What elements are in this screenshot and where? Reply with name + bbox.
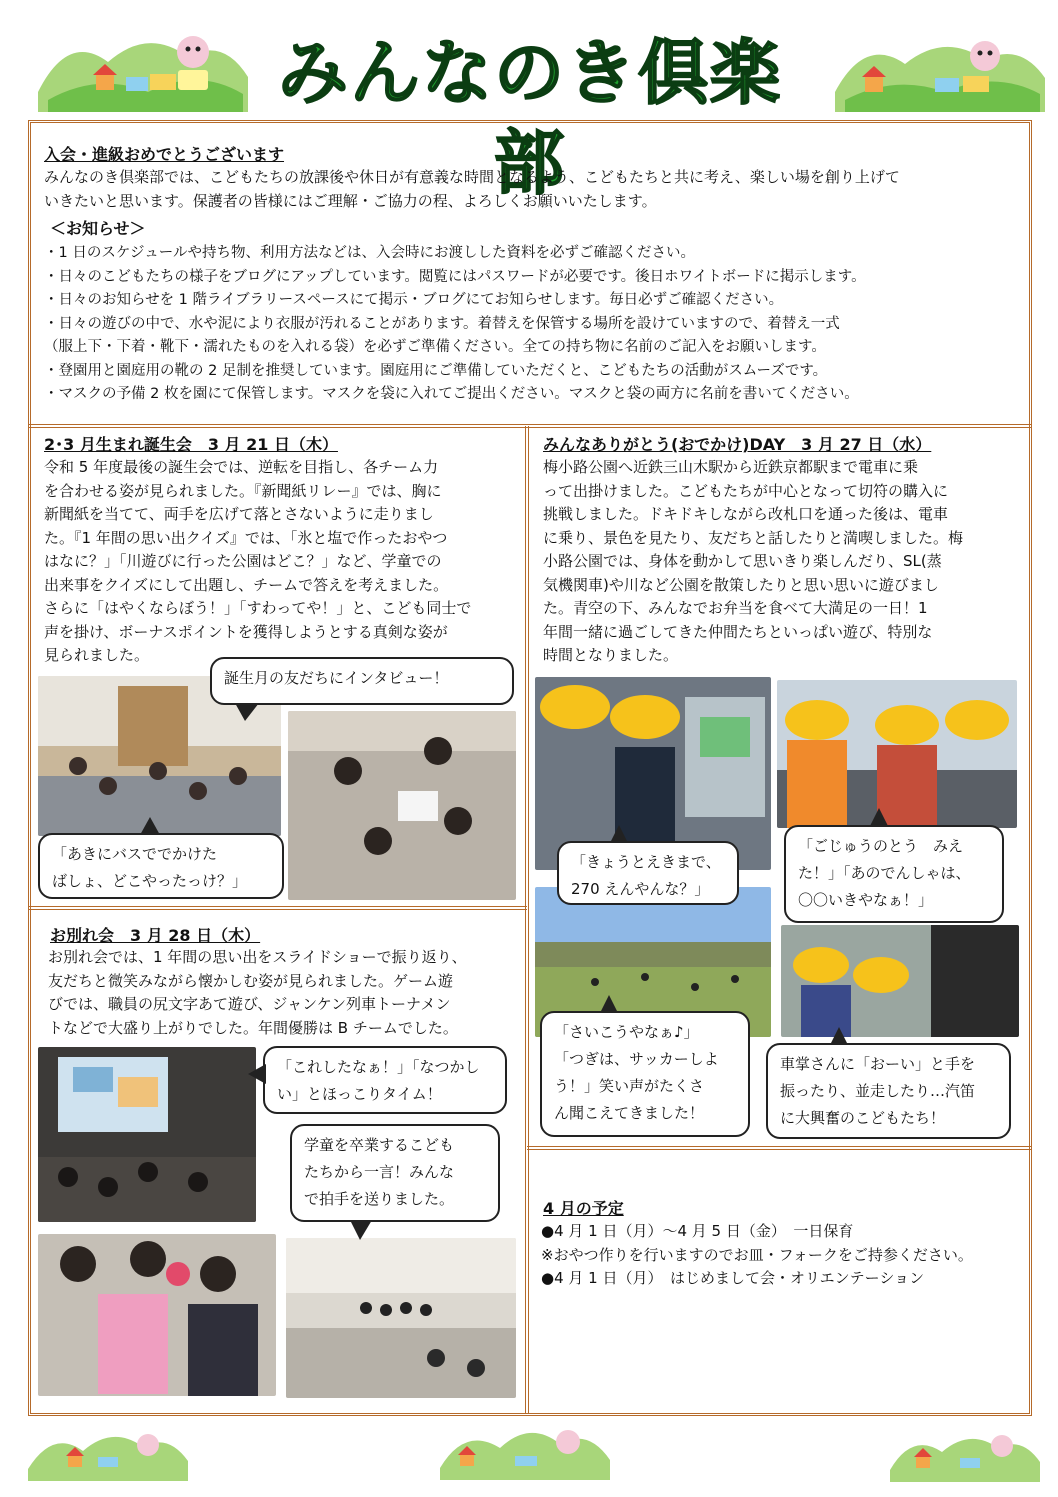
bubble-line: 270 えんやんな？」 (571, 880, 710, 898)
speech-bubble-fare (557, 841, 739, 905)
notice-list (44, 242, 866, 407)
speech-bubble-conductor (766, 1043, 1011, 1139)
text-line: お別れ会では、1 年間の思い出をスライドショーで振り返り、 (48, 948, 467, 966)
notice-title: ＜お知らせ＞ (50, 219, 146, 238)
bubble-line: 〇〇いきやなぁ！」 (798, 891, 934, 909)
text-line: を合わせる姿が見られました。『新聞紙リレー』では、胸に (44, 481, 442, 500)
outing-heading: みんなありがとう(おでかけ)DAY 3 月 27 日（水） (543, 435, 932, 454)
text-line: た。青空の下、みんなでお弁当を食べて大満足の一日！1 (543, 599, 928, 617)
notice-item: ・1 日のスケジュールや持ち物、利用方法などは、入会時にお渡しした資料を必ずご確認ください。 (44, 245, 695, 261)
schedule-item: ●4 月 1 日（月）～4 月 5 日（金） 一日保育 (541, 1222, 854, 1240)
notice-item: ・日々の遊びの中で、水や泥により衣服が汚れることがあります。着替えを保管する場所を設けていますので、着替え一式 (44, 315, 840, 332)
bubble-line: 誕生月の友だちにインタビュー！ (224, 669, 449, 687)
text-line: 新聞紙を当てて、両手を広げて落とさないように走りまし (44, 505, 434, 523)
bubble-tail (600, 995, 618, 1013)
birthday-heading: 2･3 月生まれ誕生会 3 月 21 日（木） (44, 435, 338, 454)
farewell-heading: お別れ会 3 月 28 日（木） (50, 926, 261, 945)
text-line: 梅小路公園へ近鉄三山木駅から近鉄京都駅まで電車に乗 (543, 458, 919, 476)
text-line: って出掛けました。こどもたちが中心となって切符の購入に (543, 481, 949, 500)
schedule-heading: 4 月の予定 (543, 1199, 624, 1218)
speech-bubble-graduates (290, 1124, 500, 1222)
text-line: はなに？」「川遊びに行った公園はどこ？」など、学童での (44, 552, 442, 570)
photo-train-ride (777, 680, 1017, 828)
bubble-line: で拍手を送りました。 (304, 1190, 455, 1208)
notice-item: （服上下・下着・靴下・濡れたものを入れる袋）を必ずご準備ください。全ての持ち物に名前のご記入をお願いします。 (44, 339, 826, 355)
outing-text (543, 456, 963, 668)
welcome-line: みんなのき倶楽部では、こどもたちの放課後や休日が有意義な時間となるよう、こどもたちと共に考え、楽しい場を創り上げて (44, 168, 900, 186)
notice-item: ・登園用と園庭用の靴の 2 足制を推奨しています。園庭用にご準備していただくと、こどもたちの活動がスムーズです。 (44, 362, 828, 379)
bubble-tail (870, 808, 888, 826)
bubble-tail (610, 825, 628, 843)
text-line: 友だちと微笑みながら懐かしむ姿が見られました。ゲーム遊 (48, 971, 454, 990)
notice-item: ・日々のこどもたちの様子をブログにアップしています。閲覧にはパスワードが必要です。後日ホワイトボードに掲示します。 (44, 268, 866, 285)
divider (525, 426, 529, 1414)
welcome-text (44, 166, 900, 213)
photo-birthday-interview (288, 711, 516, 900)
photo-farewell-slideshow (38, 1047, 256, 1222)
bubble-line: 学童を卒業するこども (304, 1136, 455, 1154)
bubble-line: 「つぎは、サッカーしよ (554, 1050, 719, 1068)
text-line: 見られました。 (44, 646, 150, 664)
schedule-item: ※おやつ作りを行いますのでお皿・フォークをご持参ください。 (541, 1245, 973, 1264)
text-line: 出来事をクイズにして出題し、チームで答えを考えました。 (44, 575, 449, 594)
text-line: さらに「はやくならぼう！」「すわってや！」と、こども同士で (44, 599, 472, 617)
bubble-line: た！」「あのでんしゃは、 (798, 864, 971, 882)
text-line: 気機関車)や川など公園を散策したりと思い思いに遊びまし (543, 575, 939, 594)
bubble-tail (350, 1220, 372, 1240)
bubble-line: 「さいこうやなぁ♪」 (554, 1023, 699, 1041)
notice-item: ・日々のお知らせを 1 階ライブラリースペースにて掲示・ブログにてお知らせします。毎日必ずご確認ください。 (44, 292, 784, 308)
bubble-line: 車掌さんに「おーい」と手を (780, 1055, 976, 1073)
divider (527, 1146, 1032, 1150)
divider (28, 906, 527, 910)
bubble-line: に大興奮のこどもたち！ (780, 1109, 946, 1127)
text-line: 時間となりました。 (543, 646, 679, 664)
hill-illustration-footer-center (440, 1420, 610, 1480)
text-line: 小路公園では、身体を動かして思いきり楽しんだり、SL(蒸 (543, 552, 942, 570)
notice-item: ・マスクの予備 2 枚を園にて保管します。マスクを袋に入れてご提出ください。マスクと袋の両方に名前を書いてください。 (44, 386, 859, 402)
schedule-item: ●4 月 1 日（月） はじめまして会・オリエンテーション (541, 1269, 925, 1287)
divider (28, 424, 1032, 428)
bubble-tail (830, 1027, 848, 1045)
schedule-list (541, 1220, 973, 1291)
speech-bubble-interview (210, 657, 514, 705)
photo-farewell-kids (38, 1234, 276, 1396)
farewell-text (48, 946, 467, 1040)
hill-illustration-left (38, 22, 248, 112)
bubble-line: 「ごじゅうのとう みえ (798, 837, 964, 855)
bubble-line: 「きょうとえきまで、 (571, 853, 721, 871)
speech-bubble-bus (38, 833, 284, 899)
bubble-line: 「これしたなぁ！」「なつかし (277, 1058, 480, 1076)
bubble-line: 振ったり、並走したり…汽笛 (780, 1082, 976, 1100)
bubble-line: 「あきにバスででかけた (52, 845, 218, 863)
photo-farewell-hall (286, 1238, 516, 1398)
bubble-tail (235, 703, 259, 721)
speech-bubble-pagoda (784, 825, 1004, 923)
bubble-line: い」とほっこりタイム！ (277, 1085, 442, 1103)
bubble-tail (248, 1064, 266, 1084)
welcome-line: いきたいと思います。保護者の皆様にはご理解・ご協力の程、よろしくお願いいたします。 (44, 191, 657, 210)
hill-illustration-right (835, 28, 1045, 112)
text-line: 年間一緒に過ごしてきた仲間たちといっぱい遊び、特別な (543, 622, 933, 641)
photo-steam-locomotive (781, 925, 1019, 1037)
page-title: みんなのき倶楽部 (278, 32, 782, 204)
welcome-heading: 入会・進級おめでとうございます (44, 145, 285, 164)
bubble-line: ばしょ、どこやったっけ？」 (52, 872, 248, 890)
text-line: びでは、職員の尻文字あて遊び、ジャンケン列車トーナメン (48, 995, 451, 1013)
hill-illustration-footer-left (28, 1425, 188, 1481)
text-line: 挑戦しました。ドキドキしながら改札口を通った後は、電車 (543, 505, 949, 523)
text-line: た。『1 年間の思い出クイズ』では、「氷と塩で作ったおやつ (44, 528, 448, 547)
hill-illustration-footer-right (890, 1428, 1040, 1482)
bubble-tail (140, 817, 160, 835)
bubble-line: ん聞こえてきました！ (554, 1104, 705, 1122)
text-line: 令和 5 年度最後の誕生会では、逆転を目指し、各チーム力 (44, 458, 439, 476)
bubble-line: う！」笑い声がたくさ (554, 1077, 705, 1095)
text-line: トなどで大盛り上がりでした。年間優勝は B チームでした。 (48, 1018, 458, 1037)
birthday-text (44, 456, 471, 668)
bubble-line: たちから一言！みんな (304, 1163, 455, 1181)
text-line: 声を掛け、ボーナスポイントを獲得しようとする真剣な姿が (44, 622, 448, 641)
speech-bubble-soccer (540, 1011, 750, 1137)
text-line: に乗り、景色を見たり、友だちと話したりと満喫しました。梅 (543, 528, 964, 547)
speech-bubble-nostalgic (263, 1046, 507, 1114)
